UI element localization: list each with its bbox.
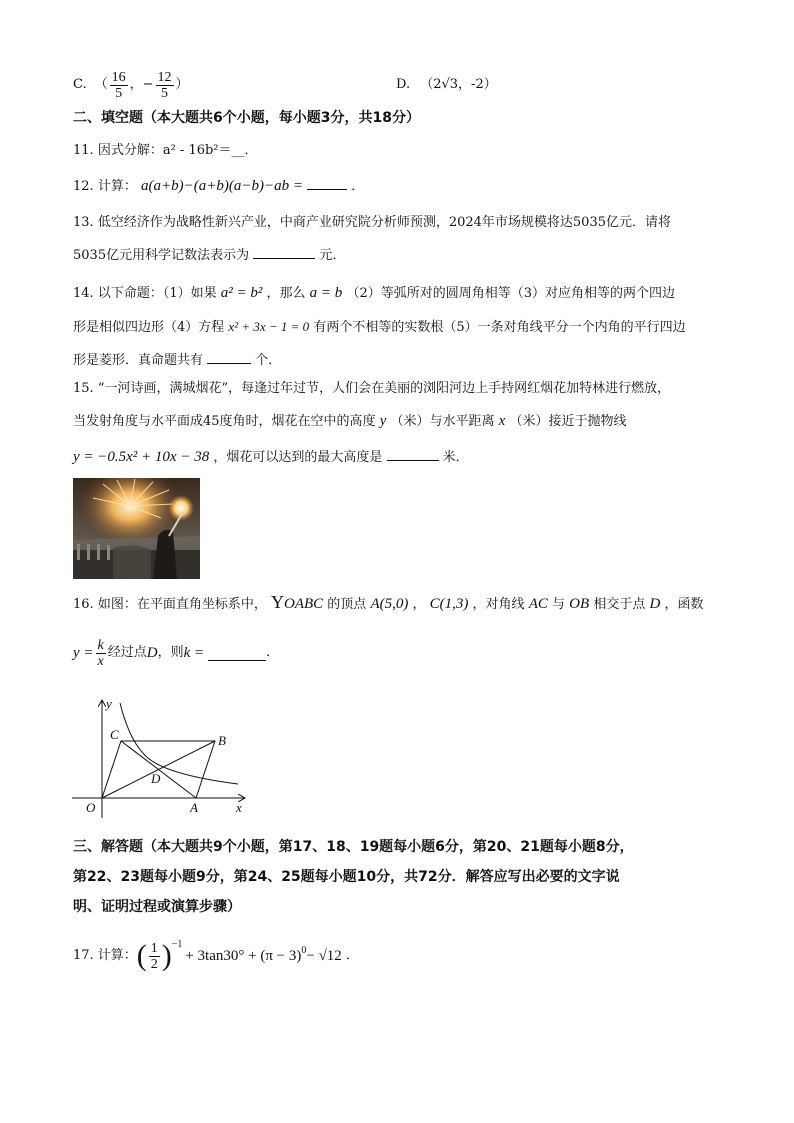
answer-blank[interactable] [253,244,315,259]
label-y: y [106,696,112,711]
question-13-line-1 [73,213,671,233]
option-c-fraction-1 [110,70,128,101]
point-c-coordinates: C(1,3) [429,596,469,612]
question-15-line-1 [73,379,670,399]
parabola-equation: y = −0.5x² + 10x − 38 [73,449,210,465]
section-3-heading-2: 第22、23题每小题9分，第24、25题每小题10分，共72分．解答应写出必要的文字说 [73,869,620,885]
diagonal-ob [102,741,215,798]
question-15-text: （米）与水平距离 [390,414,495,429]
option-c-close: ） [175,77,189,92]
section-2-heading: 二、填空题（本大题共6个小题，每小题3分，共18分） [73,110,420,126]
fraction-numerator: 1 [150,940,158,956]
question-16-text: ，对角线 [472,597,525,612]
question-16-text: ，函数 [664,597,704,612]
question-16-line-2 [73,633,279,673]
label-d: D [151,771,161,786]
question-16-text: ． [266,645,280,660]
paren-close: ) [161,939,172,972]
question-number: 14. [73,286,94,301]
section-3-heading-1: 三、解答题（本大题共9个小题，第17、18、19题每小题6分，第20、21题每小题8分， [73,839,634,855]
label-a: A [190,800,198,815]
fraction-denominator: 2 [150,956,158,972]
option-d-label: D. [396,77,411,92]
variable-k: k = [183,645,205,661]
question-13-text-3: 元． [319,248,346,263]
question-14-line-1 [73,283,675,304]
paren-open: ( [136,939,147,972]
answer-blank[interactable] [387,446,439,461]
segment-ac: AC [528,596,548,612]
fireworks-photo [73,478,200,579]
question-number: 17. [73,948,94,963]
exponent-neg-one: −1 [171,939,183,950]
question-number: 16. [73,597,94,612]
answer-blank[interactable] [208,646,266,661]
question-14-equation: x² + 3x − 1 = 0 [228,319,310,334]
fraction-denominator: 5 [161,85,169,101]
option-c-label: C. [73,77,87,92]
question-14-expression: a = b [309,285,343,301]
question-15-line-3 [73,446,469,468]
question-17-end: ． [345,948,359,963]
question-11 [73,141,258,161]
question-15-text: “一河诗画，满城烟花”，每逢过年过节，人们会在美丽的浏阳河边上手持网红烟花加特林进行燃放， [97,381,671,396]
answer-blank[interactable] [307,175,347,190]
question-16-text: 如图：在平面直角坐标系中， [97,597,267,612]
function-fraction [96,638,106,669]
question-12-prefix: 计算： [97,179,137,194]
question-number: 11. [73,143,94,158]
fraction-numerator: 16 [111,69,126,85]
label-x: x [236,800,242,815]
option-c-separator: ，− [129,77,154,92]
question-17-expression: + 3tan30° + (π − 3) [185,948,302,964]
function-lhs: y = [73,645,94,661]
question-16-text: ， [412,597,426,612]
question-13-text-1: 低空经济作为战略性新兴产业，中商产业研究院分析师预测，2024年市场规模将达5035亿元．请将 [97,215,671,230]
question-15-text: ，烟花可以达到的最大高度是 [213,450,383,465]
label-o: O [86,800,96,815]
question-17-sqrt: − √12 [306,948,342,964]
fraction-numerator: 12 [157,69,172,85]
question-16-text: 相交于点 [593,597,646,612]
option-d [396,75,497,95]
exponent-zero: 0 [301,945,307,956]
parallelogram-name: OABC [283,596,324,612]
question-16-text: 与 [552,597,566,612]
question-16-line-1 [73,592,703,615]
fraction-numerator: k [97,637,104,653]
question-12 [73,175,364,197]
parallelogram-symbol: Y [270,592,284,612]
label-c: C [110,727,119,742]
label-b: B [218,733,226,748]
option-c-open: （ [94,77,108,92]
question-17-fraction [149,941,160,972]
question-16-text: ，则 [157,645,184,660]
question-number: 13. [73,215,94,230]
answer-blank[interactable] [207,349,251,364]
coordinate-diagram [68,695,258,824]
question-14-text: 以下命题：（1）如果 [97,286,217,301]
option-c-fraction-2 [156,70,174,101]
question-14-line-2 [73,317,686,338]
fraction-denominator: 5 [115,85,123,101]
question-14-text: 形是菱形．真命题共有 [73,353,204,368]
question-number: 15. [73,381,94,396]
option-c [73,68,189,102]
question-11-text: 因式分解：a² - 16b²＝__． [97,143,258,158]
question-number: 12. [73,179,94,194]
point-d: D [146,645,158,661]
point-a-coordinates: A(5,0) [370,596,409,612]
question-14-expression: a² = b² [220,285,263,301]
variable-x: x [498,413,506,429]
question-13-line-2 [73,244,345,266]
section-3-heading-3: 明、证明过程或演算步骤） [73,899,241,915]
question-14-text: 有两个不相等的实数根（5）一条对角线平分一个内角的平行四边 [313,320,686,335]
fraction-denominator: x [97,653,104,669]
question-12-expression: a(a+b)−(a+b)(a−b)−ab = [140,178,303,194]
question-15-text: 米． [442,450,469,465]
question-15-line-2 [73,411,626,432]
point-d: D [649,596,661,612]
option-d-value: （2√3，-2） [420,77,497,92]
question-14-text: 个． [255,353,282,368]
question-14-text: ，那么 [266,286,306,301]
question-13-text-2: 5035亿元用科学记数法表示为 [73,248,250,263]
question-14-line-3 [73,349,281,371]
question-14-text: （2）等弧所对的圆周角相等（3）对应角相等的两个四边 [346,286,675,301]
question-15-text: 当发射角度与水平面成45度角时，烟花在空中的高度 [73,414,376,429]
question-15-text: （米）接近于抛物线 [509,414,627,429]
question-16-text: 经过点 [107,645,147,660]
segment-ob: OB [569,596,590,612]
question-17-prefix: 计算： [97,948,137,963]
variable-y: y [379,413,387,429]
question-17 [73,933,359,979]
question-12-end: ． [351,179,365,194]
question-14-text: 形是相似四边形（4）方程 [73,320,225,335]
question-16-text: 的顶点 [327,597,367,612]
